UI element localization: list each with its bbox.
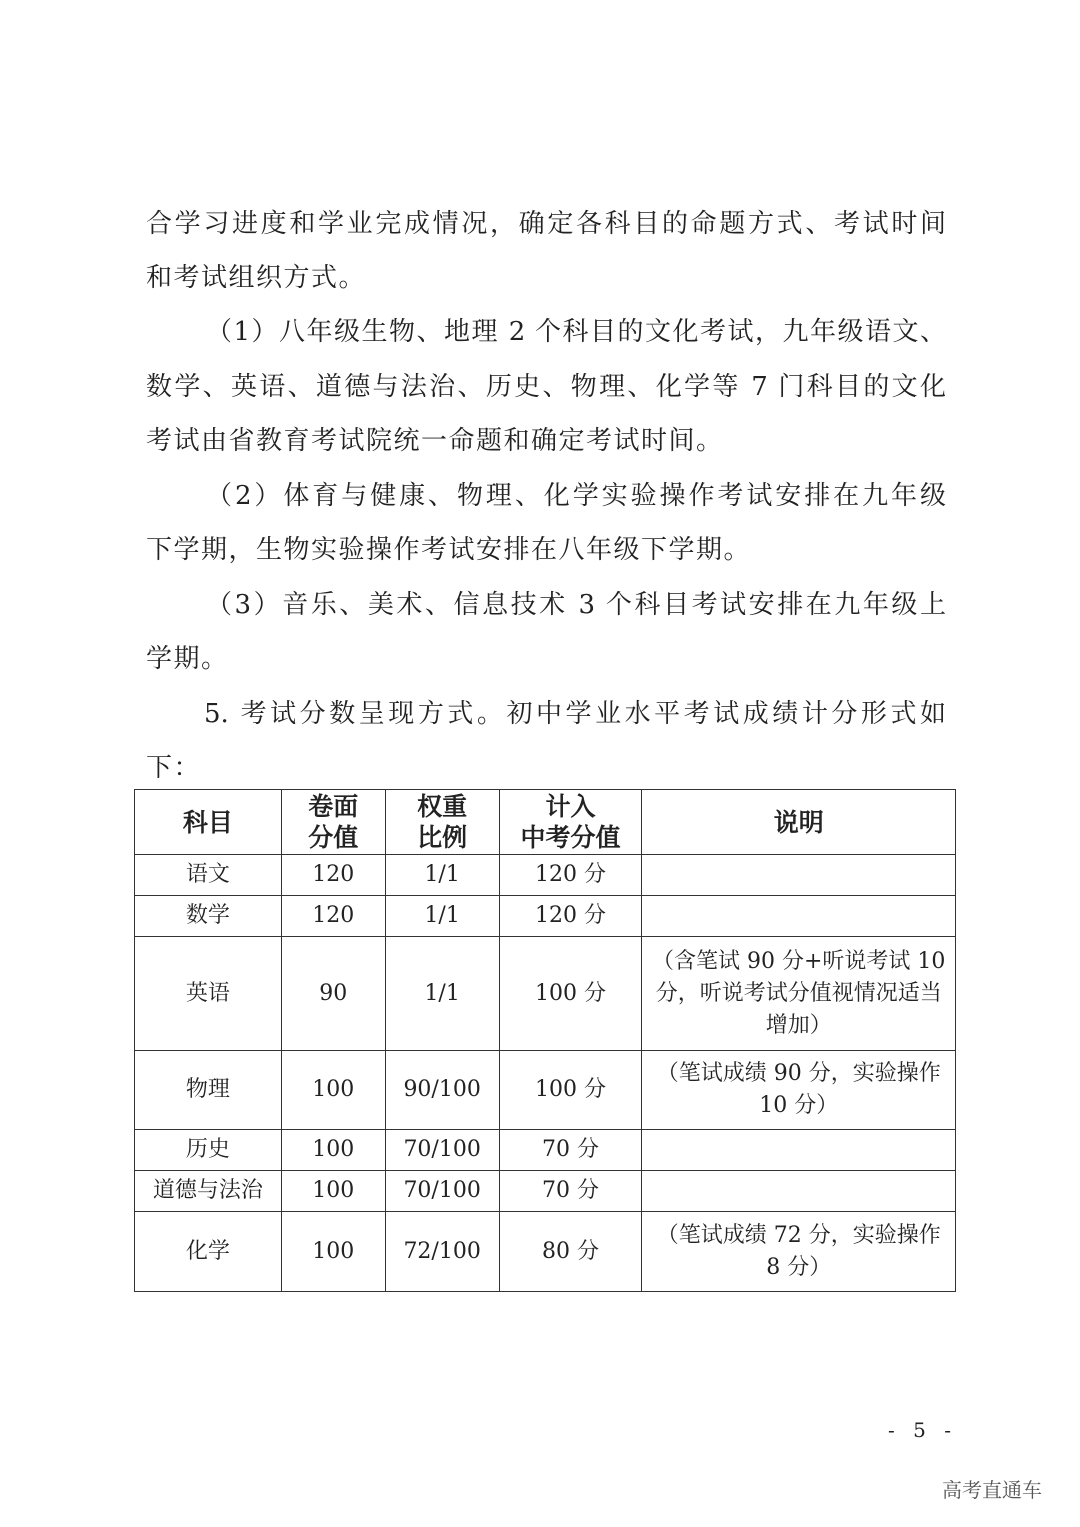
table-row	[135, 1212, 956, 1292]
cell-subject: 道德与法治	[135, 1171, 282, 1212]
cell-paper-score: 100	[281, 1171, 385, 1212]
cell-note: （笔试成绩 90 分，实验操作 10 分）	[642, 1051, 956, 1130]
cell-paper-score: 120	[281, 896, 385, 937]
cell-subject: 物理	[135, 1051, 282, 1130]
body-line: 合学习进度和学业完成情况，确定各科目的命题方式、考试时间	[146, 209, 946, 239]
body-line: 数学、英语、道德与法治、历史、物理、化学等 7 门科目的文化	[146, 372, 946, 402]
cell-subject: 语文	[135, 855, 282, 896]
cell-weight: 1/1	[385, 937, 499, 1051]
cell-subject: 英语	[135, 937, 282, 1051]
cell-weight: 72/100	[385, 1212, 499, 1292]
page-number: - 5 -	[888, 1418, 957, 1442]
table-row	[135, 937, 956, 1051]
cell-weight: 90/100	[385, 1051, 499, 1130]
cell-paper-score: 100	[281, 1130, 385, 1171]
body-line: 5. 考试分数呈现方式。初中学业水平考试成绩计分形式如	[204, 699, 946, 729]
cell-paper-score: 120	[281, 855, 385, 896]
table-row	[135, 896, 956, 937]
body-line: 下学期，生物实验操作考试安排在八年级下学期。	[146, 535, 752, 565]
cell-subject: 数学	[135, 896, 282, 937]
cell-counted-score: 70 分	[499, 1171, 642, 1212]
table-row	[135, 1130, 956, 1171]
cell-weight: 1/1	[385, 855, 499, 896]
cell-counted-score: 100 分	[499, 937, 642, 1051]
cell-subject: 历史	[135, 1130, 282, 1171]
cell-paper-score: 90	[281, 937, 385, 1051]
cell-paper-score: 100	[281, 1051, 385, 1130]
header-weight: 权重 比例	[385, 790, 499, 855]
watermark: 高考直通车	[942, 1478, 1042, 1502]
cell-counted-score: 80 分	[499, 1212, 642, 1292]
cell-note	[642, 1130, 956, 1171]
header-counted-score: 计入 中考分值	[499, 790, 642, 855]
cell-weight: 1/1	[385, 896, 499, 937]
table-header-row	[135, 790, 956, 855]
body-line: 考试由省教育考试院统一命题和确定考试时间。	[146, 426, 724, 456]
cell-note: （含笔试 90 分+听说考试 10 分，听说考试分值视情况适当增加）	[642, 937, 956, 1051]
header-note: 说明	[642, 790, 956, 855]
body-line: （1）八年级生物、地理 2 个科目的文化考试，九年级语文、	[206, 317, 946, 347]
body-line: （3）音乐、美术、信息技术 3 个科目考试安排在九年级上	[206, 590, 946, 620]
cell-paper-score: 100	[281, 1212, 385, 1292]
header-subject: 科目	[135, 790, 282, 855]
cell-weight: 70/100	[385, 1171, 499, 1212]
cell-counted-score: 100 分	[499, 1051, 642, 1130]
body-line: 下：	[146, 753, 202, 783]
header-paper-score: 卷面 分值	[281, 790, 385, 855]
body-line: （2）体育与健康、物理、化学实验操作考试安排在九年级	[206, 481, 946, 511]
cell-counted-score: 120 分	[499, 896, 642, 937]
cell-subject: 化学	[135, 1212, 282, 1292]
cell-counted-score: 70 分	[499, 1130, 642, 1171]
cell-weight: 70/100	[385, 1130, 499, 1171]
body-line: 和考试组织方式。	[146, 263, 367, 293]
cell-note	[642, 1171, 956, 1212]
cell-note	[642, 896, 956, 937]
table-row	[135, 1051, 956, 1130]
table-row	[135, 855, 956, 896]
cell-counted-score: 120 分	[499, 855, 642, 896]
body-line: 学期。	[146, 644, 229, 674]
cell-note	[642, 855, 956, 896]
table-row	[135, 1171, 956, 1212]
cell-note: （笔试成绩 72 分，实验操作 8 分）	[642, 1212, 956, 1292]
score-table	[134, 789, 956, 1292]
